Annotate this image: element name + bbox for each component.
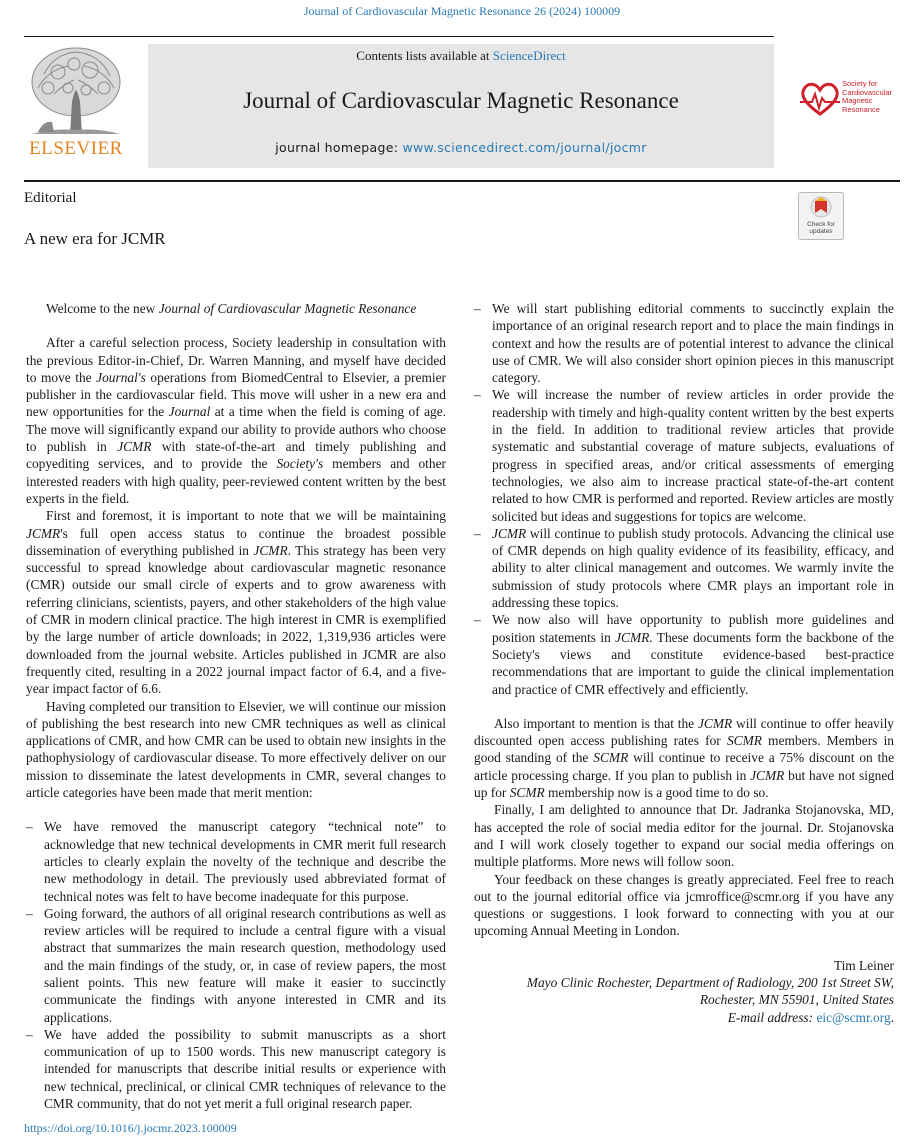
paragraph-3: Having completed our transition to Elsevier, we will continue our mission of publishing the best research into new CMR techniques as well as clinical applications of CMR, and how CMR can be used to obtain new insights in the pathophysiology of cardiovascular disease. To more effectively deliver on our mission to disseminate the latest developments in CMR, several changes to article categories have been made that merit mention: xyxy=(26,698,446,801)
homepage-line: journal homepage: www.sciencedirect.com/journal/jocmr xyxy=(275,140,647,155)
article-category-list-continued xyxy=(474,300,894,698)
crossmark-icon xyxy=(799,193,843,221)
welcome-paragraph: Welcome to the new Journal of Cardiovascular Magnetic Resonance xyxy=(46,301,417,316)
doi-link[interactable]: https://doi.org/10.1016/j.jocmr.2023.100009 xyxy=(24,1121,237,1135)
list-item: – We have added the possibility to submit manuscripts as a short communication of up to 1500 words. This new manuscript category is intended for manuscripts that describe initial results or experience with new technical, preclinical, or clinical CMR techniques of relevance to the CMR community, that do not yet merit a full original research paper. xyxy=(26,1026,446,1112)
homepage-link[interactable]: www.sciencedirect.com/journal/jocmr xyxy=(402,140,647,155)
list-item: – Going forward, the authors of all original research contributions as well as review articles will be required to include a central figure with a visual abstract that summarizes the main research question, methodology used and the main findings of the study, or, in case of review papers, the most salient points. This new feature will make it easier to succinctly communicate the findings with anyone interested in CMR and its applications. xyxy=(26,905,446,1026)
check-for-updates-button[interactable] xyxy=(798,192,844,240)
list-item: – We will increase the number of review articles in order provide the readership with timely and high-quality content written by the best experts in the field. In addition to traditional review articles that provide systematic and substantial coverage of mature subjects, evaluations of progress in specified areas, and/or critical assessments of emerging technologies, we also aim to increase practical state-of-the-art content related to how CMR is performed and reported. Review articles are mostly solicited but ideas and suggestions for topics are welcome. xyxy=(474,386,894,524)
paragraph-4: Also important to mention is that the JCMR will continue to offer heavily discounted open access publishing rates for SCMR members. Members in good standing of the SCMR will continue to receive a 75% discount on the article processing charge. If you plan to publish in JCMR but have not signed up for SCMR membership now is a good time to do so. xyxy=(474,715,895,801)
author-name: Tim Leiner xyxy=(833,957,894,973)
list-item: – We now also will have opportunity to publish more guidelines and position statements in JCMR. These documents form the backbone of the Society's views and constitute evidence-based best-practice recommendations that are important to guide the clinical implementation and practice of CMR effectively and efficiently. xyxy=(474,611,894,697)
author-affiliation-line-2: Rochester, MN 55901, United States xyxy=(699,992,894,1008)
article-category-list xyxy=(26,818,446,1112)
article-type: Editorial xyxy=(24,190,77,206)
elsevier-wordmark: ELSEVIER xyxy=(29,138,123,159)
society-name: Society for Cardiovascular Magnetic Resonance xyxy=(842,79,893,114)
author-signature xyxy=(474,957,894,1026)
running-head[interactable]: Journal of Cardiovascular Magnetic Resonance 26 (2024) 100009 xyxy=(303,4,621,18)
header-rule-top xyxy=(24,36,774,37)
list-item: – We will start publishing editorial comments to succinctly explain the importance of an original research report and to place the main findings in context and how the results are of potential interest to advance the clinical use of CMR. We will also consider short opinion pieces in this manuscript category. xyxy=(474,300,894,386)
paragraph-2: First and foremost, it is important to note that we will be maintaining JCMR's full open access status to continue the broadest possible dissemination of everything published in JCMR. This strategy has been very successful to spread knowledge about cardiovascular magnetic resonance (CMR) outside our small circle of experts and to grow awareness with referring clinicians, scientists, payers, and other stakeholders of the high value of CMR in modern clinical practice. The high interest in CMR is exemplified by the large number of article downloads; in 2022, 1,319,936 articles were downloaded from the journal website. Articles published in JCMR are also frequently cited, resulting in a 2022 journal impact factor of 6.4, and a five-year impact factor of 6.6. xyxy=(26,508,446,697)
sciencedirect-link[interactable]: ScienceDirect xyxy=(492,48,566,63)
contents-line: Contents lists available at ScienceDirect xyxy=(356,48,566,63)
journal-masthead xyxy=(148,44,774,168)
journal-name: Journal of Cardiovascular Magnetic Resonance xyxy=(243,88,679,113)
paragraph-5: Finally, I am delighted to announce that Dr. Jadranka Stojanovska, MD, has accepted the role of social media editor for the journal. Dr. Stojanovska and I will work closely together to expand our social media offerings on multiple platforms. More news will follow soon. xyxy=(474,802,894,870)
article-title: A new era for JCMR xyxy=(24,229,166,248)
author-email-line: E-mail address: eic@scmr.org. xyxy=(727,1009,894,1025)
header-rule-bottom xyxy=(24,180,900,182)
crossmark-label: Check for updates xyxy=(807,221,835,235)
author-affiliation-line-1: Mayo Clinic Rochester, Department of Radiology, 200 1st Street SW, xyxy=(526,974,894,990)
body-column-left xyxy=(26,300,446,1112)
author-email-link[interactable]: eic@scmr.org xyxy=(816,1009,891,1025)
paragraph-1: After a careful selection process, Society leadership in consultation with the previous Editor-in-Chief, Dr. Warren Manning, and myself have decided to move the Journal's operations from BiomedCentral to Elsevier, a premier publisher in the cardiovascular field. This move will usher in a new era and new opportunities for the Journal at a time when the field is coming of age. The move will significantly expand our ability to provide authors who choose to publish in JCMR with state-of-the-art and timely publishing and copyediting services, and to provide the Society's members and other interested readers with high quality, peer-reviewed content written by the best experts in the field. xyxy=(26,335,447,506)
list-item: – JCMR will continue to publish study protocols. Advancing the clinical use of CMR depends on high quality evidence of its feasibility, efficacy, and ability to alter clinical management and outcomes. We warmly invite the submission of study protocols where CMR plays an important role in addressing these topics. xyxy=(474,525,894,611)
body-column-right xyxy=(474,300,894,1026)
list-item: – We have removed the manuscript category “technical note” to acknowledge that new technical developments in CMR merit full research articles to clearly explain the novelty of the technique and describe the new methodology in detail. The previously used abbreviated format of technical notes was felt to have become inadequate for this purpose. xyxy=(26,818,446,904)
paragraph-6: Your feedback on these changes is greatly appreciated. Feel free to reach out to the journal editorial office via jcmroffice@scmr.org if you have any questions or suggestions. I look forward to connecting with you at our upcoming Annual Meeting in London. xyxy=(474,871,894,939)
